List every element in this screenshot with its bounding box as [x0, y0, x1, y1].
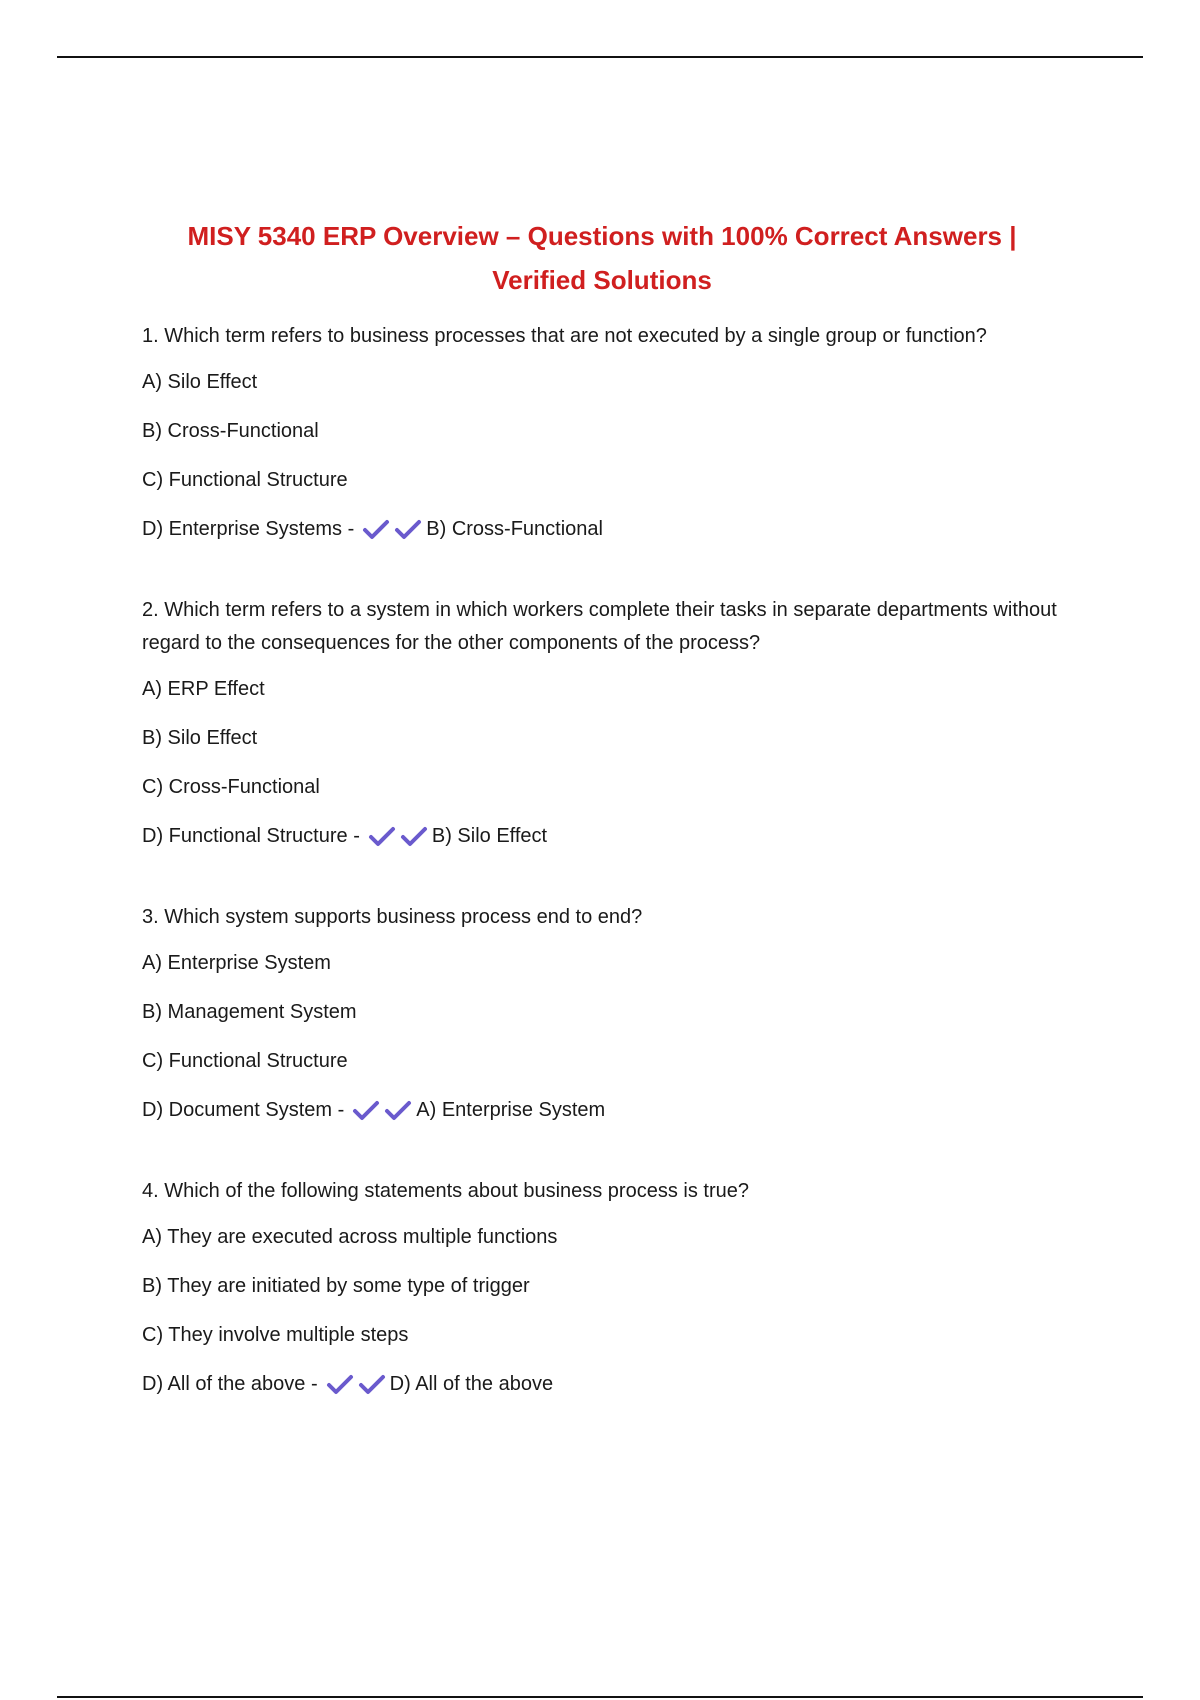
option-d-with-answer [142, 516, 1078, 542]
question-text: 1. Which term refers to business processes that are not executed by a single group or function? [142, 325, 987, 347]
option-d-with-answer [142, 823, 1078, 849]
option-c: C) Functional Structure [142, 1050, 348, 1072]
option-d-with-answer [142, 1097, 1078, 1123]
option-d: D) Document System - [142, 1099, 345, 1121]
checkmark-icon [362, 518, 390, 540]
option-a: A) ERP Effect [142, 678, 265, 700]
option-d: D) Enterprise Systems - [142, 518, 355, 540]
title-line-2: Verified Solutions [492, 265, 712, 295]
option-d-with-answer [142, 1371, 1078, 1397]
checkmark-icon [358, 1373, 386, 1395]
option-a: A) Enterprise System [142, 952, 331, 974]
question-block [142, 1175, 1078, 1397]
option-c: C) Cross-Functional [142, 776, 320, 798]
option-d: D) All of the above - [142, 1373, 318, 1395]
document-body [142, 214, 1078, 1449]
question-text: 3. Which system supports business process end to end? [142, 906, 643, 928]
checkmark-icon [400, 825, 428, 847]
option-b: B) They are initiated by some type of trigger [142, 1275, 530, 1297]
document-title [134, 214, 1070, 302]
answer-checkmarks [326, 1373, 386, 1395]
title-line-1: MISY 5340 ERP Overview – Questions with 100% Correct Answers | [187, 221, 1017, 251]
option-a: A) Silo Effect [142, 371, 258, 393]
checkmark-icon [368, 825, 396, 847]
option-b: B) Management System [142, 1001, 357, 1023]
option-d: D) Functional Structure - [142, 825, 360, 847]
top-rule [57, 56, 1143, 58]
question-text: 4. Which of the following statements about business process is true? [142, 1180, 749, 1202]
bottom-rule [57, 1696, 1143, 1698]
answer-checkmarks [352, 1099, 412, 1121]
option-b: B) Silo Effect [142, 727, 258, 749]
checkmark-icon [326, 1373, 354, 1395]
question-block [142, 320, 1078, 542]
correct-answer: A) Enterprise System [416, 1099, 606, 1121]
option-b: B) Cross-Functional [142, 420, 319, 442]
option-a: A) They are executed across multiple functions [142, 1226, 558, 1248]
question-text: 2. Which term refers to a system in which workers complete their tasks in separate departments without regard to the consequences for the other components of the process? [142, 599, 1057, 654]
answer-checkmarks [362, 518, 422, 540]
question-block [142, 594, 1078, 849]
option-c: C) Functional Structure [142, 469, 348, 491]
correct-answer: B) Cross-Functional [426, 518, 603, 540]
question-block [142, 901, 1078, 1123]
correct-answer: B) Silo Effect [431, 825, 548, 847]
checkmark-icon [384, 1099, 412, 1121]
option-c: C) They involve multiple steps [142, 1324, 409, 1346]
answer-checkmarks [368, 825, 428, 847]
checkmark-icon [352, 1099, 380, 1121]
correct-answer: D) All of the above [389, 1373, 554, 1395]
checkmark-icon [394, 518, 422, 540]
